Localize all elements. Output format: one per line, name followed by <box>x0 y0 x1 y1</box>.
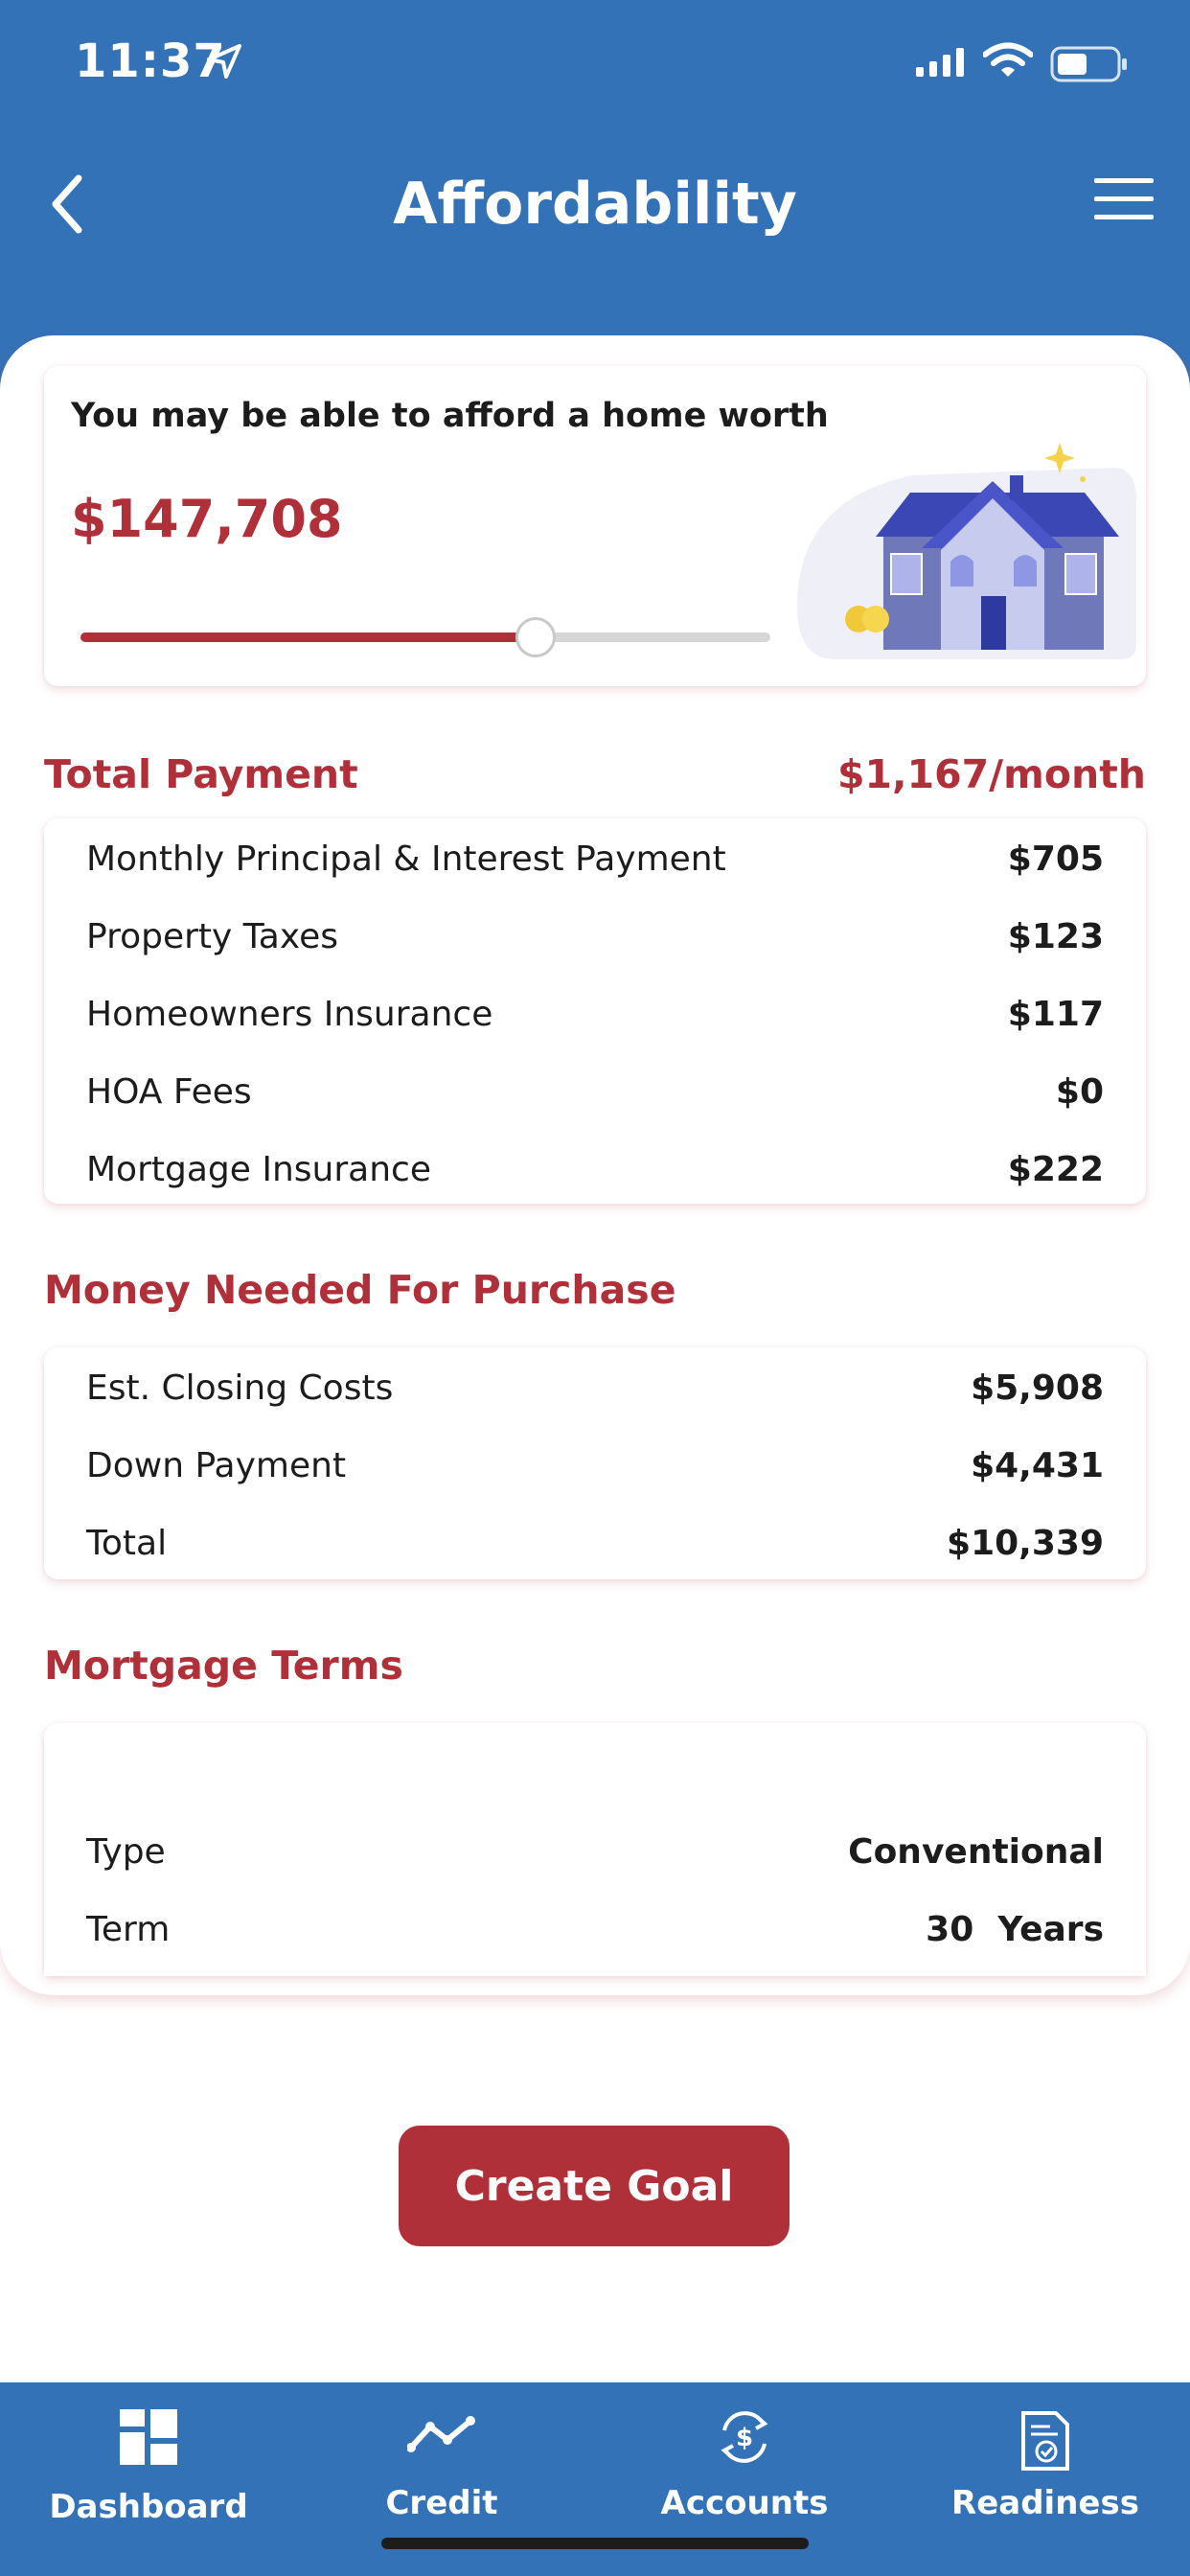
payment-row-property-taxes <box>86 909 1104 967</box>
money-row-down-payment <box>86 1438 1104 1496</box>
create-goal-button[interactable]: Create Goal <box>399 2126 790 2246</box>
row-label: Total <box>86 1524 168 1563</box>
page-title: Affordability <box>393 171 797 238</box>
wifi-icon <box>983 42 1033 84</box>
tab-label: Dashboard <box>49 2488 248 2526</box>
row-value: $222 <box>1007 1150 1104 1189</box>
row-label: Property Taxes <box>86 917 338 956</box>
row-value: $117 <box>1007 995 1104 1034</box>
tab-label: Readiness <box>951 2484 1139 2522</box>
row-value: $705 <box>1007 840 1104 879</box>
accounts-dollar-icon <box>596 2407 893 2467</box>
slider-thumb[interactable] <box>515 617 556 657</box>
readiness-doc-icon <box>897 2411 1190 2471</box>
svg-text:$: $ <box>735 2424 754 2452</box>
tab-accounts[interactable] <box>596 2382 893 2555</box>
row-label: Down Payment <box>86 1446 347 1485</box>
tab-label: Credit <box>385 2484 498 2522</box>
dashboard-icon <box>0 2409 297 2465</box>
row-label: Est. Closing Costs <box>86 1368 394 1408</box>
mortgage-terms-card <box>44 1723 1146 1976</box>
money-row-closing-costs <box>86 1361 1104 1418</box>
affordable-home-value: $147,708 <box>71 489 343 549</box>
home-indicator <box>381 2538 809 2549</box>
payment-row-mortgage-insurance <box>86 1142 1104 1200</box>
row-value: $0 <box>1055 1072 1104 1112</box>
row-value: 30 Years <box>926 1910 1104 1949</box>
status-time: 11:37 <box>75 34 226 88</box>
tab-credit[interactable] <box>293 2382 590 2555</box>
row-value: $4,431 <box>971 1446 1104 1485</box>
credit-trend-icon <box>293 2415 590 2453</box>
hamburger-menu-icon[interactable] <box>1094 176 1154 226</box>
slider-fill <box>80 632 536 642</box>
row-label: Type <box>86 1832 166 1872</box>
money-needed-title: Money Needed For Purchase <box>44 1267 676 1313</box>
total-payment-amount: $1,167/month <box>836 751 1146 797</box>
money-needed-card <box>44 1347 1146 1579</box>
row-label: HOA Fees <box>86 1072 252 1112</box>
row-value: $5,908 <box>971 1368 1104 1408</box>
location-arrow-icon <box>205 42 243 84</box>
tab-dashboard[interactable] <box>0 2382 297 2555</box>
payment-row-principal-interest <box>86 832 1104 889</box>
payment-row-homeowners-insurance <box>86 987 1104 1045</box>
battery-icon <box>1050 46 1129 86</box>
home-value-slider[interactable] <box>80 617 770 656</box>
terms-row-term <box>86 1902 1104 1960</box>
total-payment-card <box>44 818 1146 1204</box>
money-row-total <box>86 1516 1104 1574</box>
tab-readiness[interactable] <box>897 2382 1190 2555</box>
row-value: Conventional <box>848 1832 1104 1872</box>
affordability-card <box>44 366 1146 686</box>
total-payment-title: Total Payment <box>44 751 358 797</box>
cellular-signal-icon <box>916 46 970 82</box>
house-illustration <box>797 443 1136 663</box>
row-value: $123 <box>1007 917 1104 956</box>
terms-row-type <box>86 1825 1104 1882</box>
row-label: Mortgage Insurance <box>86 1150 431 1189</box>
mortgage-terms-title: Mortgage Terms <box>44 1643 403 1689</box>
row-label: Term <box>86 1910 171 1949</box>
affordability-label: You may be able to afford a home worth <box>71 397 829 435</box>
row-value: $10,339 <box>947 1524 1104 1563</box>
tab-label: Accounts <box>660 2484 829 2522</box>
row-label: Homeowners Insurance <box>86 995 493 1034</box>
row-label: Monthly Principal & Interest Payment <box>86 840 726 879</box>
payment-row-hoa-fees <box>86 1065 1104 1122</box>
